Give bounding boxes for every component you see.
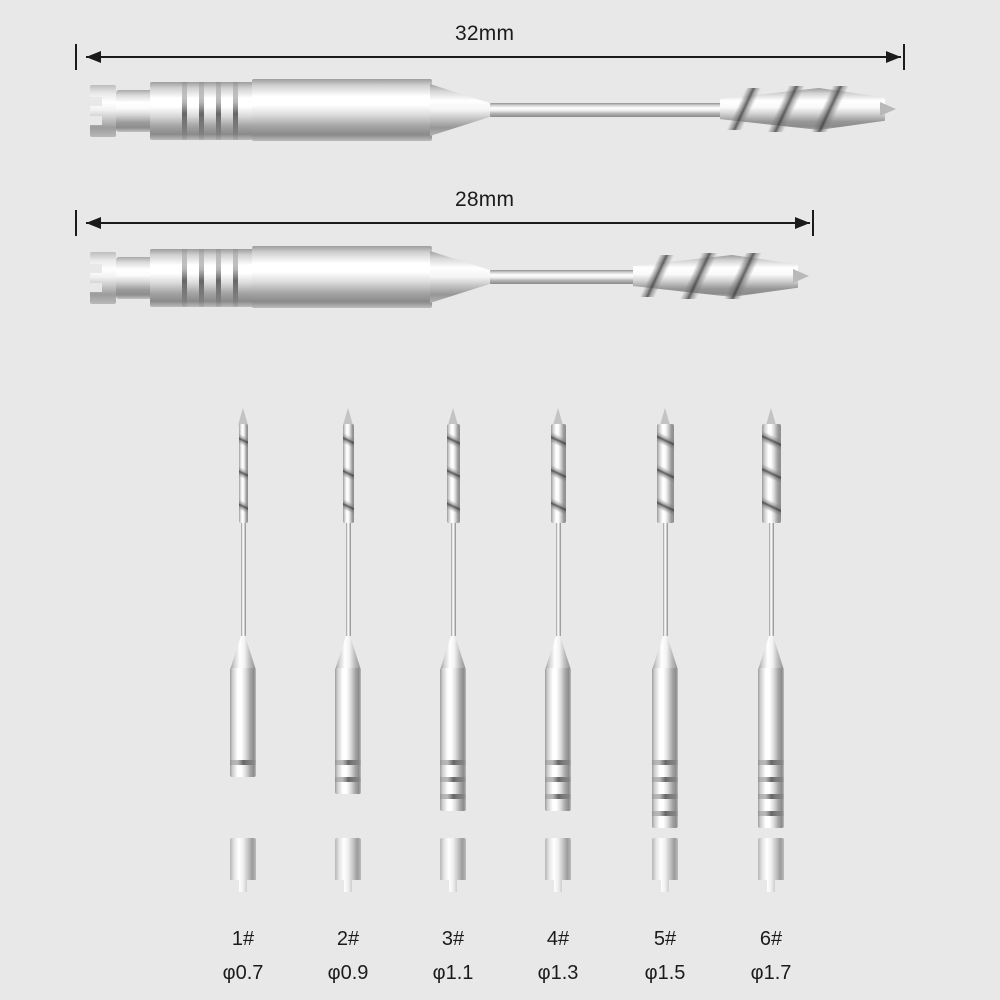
shank-ring-2-6	[758, 777, 784, 782]
bur-number-label-6: 6#	[759, 928, 783, 950]
shank-ring-4-6	[758, 811, 784, 816]
latch-notch-left-6	[758, 880, 767, 892]
latch-notch-right-6	[775, 880, 784, 892]
bur-diameter-label-5: φ1.5	[644, 962, 686, 984]
bur-diameter-label-6: φ1.7	[750, 962, 792, 984]
bur-neck-6	[758, 636, 784, 670]
bur-number-label-5: 5#	[653, 928, 677, 950]
dimension-label-28mm: 28mm	[455, 188, 515, 211]
bur-stem-6	[769, 523, 774, 636]
shank-ring-3-6	[758, 794, 784, 799]
bur-number-label-3: 3#	[441, 928, 465, 950]
bur-body-6	[758, 668, 784, 828]
shank-ring-1-6	[758, 760, 784, 765]
bur-diameter-label-1: φ0.7	[222, 962, 264, 984]
bur-tip-6	[766, 408, 776, 425]
bur-number-label-1: 1#	[231, 928, 255, 950]
bur-diameter-label-2: φ0.9	[327, 962, 369, 984]
bur-number-label-4: 4#	[546, 928, 570, 950]
flute-spiral-2-6	[762, 457, 781, 490]
bur-diameter-label-4: φ1.3	[537, 962, 579, 984]
bur-number-label-2: 2#	[336, 928, 360, 950]
flute-spiral-3-6	[762, 490, 781, 523]
flute-spiral-1-6	[762, 424, 781, 457]
bur-diameter-label-3: φ1.1	[432, 962, 474, 984]
dimension-label-32mm: 32mm	[455, 22, 515, 45]
